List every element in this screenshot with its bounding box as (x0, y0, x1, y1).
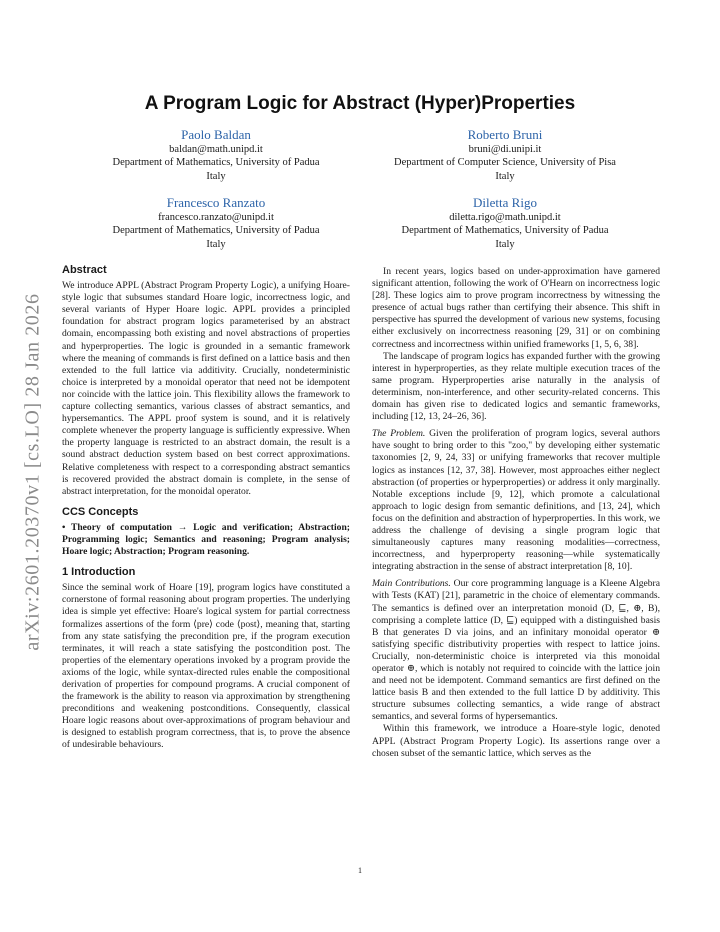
author-block (66, 195, 366, 251)
author-email: bruni@di.unipi.it (468, 144, 542, 155)
intro-text: Since the seminal work of Hoare [19], program logics have constituted a cornerstone of formal reasoning about program properties. The underlying idea is simple yet effective: Hoare's logical system for partial correctness formalizes assertions of the form ⟨pre⟩ code ⟨post⟩, meaning that, starting from any state satisfying the precondition pre, if the program execution terminates, it will reach a state satisfying the postcondition post. The properties of the elementary operations invoked by a program provide the axioms of the logic, while syntax-directed rules enable the compositional derivation of properties for compound programs. A crucial component of the framework is the ability to reason via approximation by strengthening preconditions and weakening postconditions. Consequently, classical Hoare logic reasons about over-approximations of program behaviour and is designed to establish program correctness, that is, to prove the absence of undesirable behaviours. (62, 582, 350, 751)
author-country: Italy (206, 238, 226, 250)
arxiv-stamp: arXiv:2601.20370v1 [cs.LO] 28 Jan 2026 (21, 293, 44, 651)
page-number: 1 (358, 866, 362, 875)
paragraph: In recent years, logics based on under-approximation have garnered significant attention, following the work of O'Hearn on incorrectness logic [28]. These logics aim to prove program incorrectness by witnessing the presence of actual bugs rather than certifying their absence. This shift in perspective has spurred the development of various new systems, focusing either exclusively on incorrectness reasoning [29, 31] or on combining correctness and incorrectness within unified frameworks [1, 5, 6, 38]. (372, 266, 660, 350)
author-affiliation: Department of Mathematics, University of Padua (112, 225, 320, 237)
abstract-text: We introduce APPL (Abstract Program Property Logic), a unifying Hoare-style logic that subsumes standard Hoare logic, incorrectness logic, and several variants of Hyper Hoare logic. APPL provides a principled foundation for abstract program logics parameterised by an abstract domain, encompassing both existing and novel abstractions of properties and hyperproperties. The logic is grounded in a semantic framework where the meaning of commands is first defined on a lattice basis and then extended to the full lattice via additivity. Crucially, nondeterministic choice is interpreted by a monoidal operator that need not be idempotent nor coincide with the lattice join. This flexibility allows the framework to capture collecting semantics, various classes of abstract semantics, and hypersemantics. The APPL proof system is sound, and it is relatively complete whenever the property language is sufficiently expressive. When the property language is restricted to an abstract domain, the result is a sound abstract deduction system based on best correct approximations. Relative completeness with respect to a corresponding abstract semantics is recovered provided the abstract domain is complete, in the sense of abstract interpretation, for the monoidal operator. (62, 280, 350, 497)
paragraph: Within this framework, we introduce a Hoare-style logic, denoted APPL (Abstract Program Property Logic). Its assertions range over a chosen subset of the semantic lattice, which serves as the (372, 723, 660, 759)
paragraph: The landscape of program logics has expanded further with the growing interest in hyperproperties, as they relate multiple execution traces of the same program. Hyperproperties arise naturally in the analysis of determinism, non-interference, and other security-related concerns. This domain has given rise to dedicated logics and semantic frameworks, including [12, 13, 24–26, 36]. (372, 350, 660, 423)
author-name: Francesco Ranzato (166, 195, 266, 210)
author-block (355, 195, 655, 251)
abstract-heading: Abstract (62, 264, 107, 276)
arxiv-sidebar (10, 262, 56, 682)
author-email: baldan@math.unipd.it (169, 144, 263, 155)
left-column (62, 264, 350, 752)
author-block (355, 127, 655, 183)
problem-text: Given the proliferation of program logics, several authors have sought to bring order to this "zoo," by developing either systematic taxonomies [2, 9, 24, 33] or unifying frameworks that recover multiple logics as instances [12, 37, 38]. However, most approaches either neglect abstraction (of properties or hyperproperties) or address it only marginally. Notable exceptions include [9, 12], which promote a calculational approach to logic design from semantic definitions, and [13, 24], which focus on the definition and abstraction of hyperproperties. In this work, we address the challenge of devising a single program logic that simultaneously captures many reasoning modalities—correctness, incorrectness, and hyperproperty reasoning—while systematically integrating abstraction in the sense of abstract interpretation [8, 10]. (372, 428, 661, 573)
author-email: diletta.rigo@math.unipd.it (449, 212, 561, 223)
paragraph (372, 428, 660, 573)
author-affiliation: Department of Computer Science, University of Pisa (394, 157, 616, 169)
author-country: Italy (495, 170, 515, 182)
author-email: francesco.ranzato@unipd.it (158, 212, 274, 223)
author-country: Italy (206, 170, 226, 182)
ccs-text: • Theory of computation → Logic and verification; Abstraction; Programming logic; Semantics and reasoning; Program analysis; Hoare logic; Abstraction; Program reasoning. (62, 521, 350, 558)
author-block (66, 127, 366, 183)
paper-title: A Program Logic for Abstract (Hyper)Properties (144, 93, 576, 114)
author-name: Roberto Bruni (467, 127, 543, 142)
problem-label: The Problem. (372, 428, 426, 440)
author-country: Italy (495, 238, 515, 250)
ccs-heading: CCS Concepts (62, 505, 139, 518)
author-name: Diletta Rigo (473, 195, 537, 210)
paragraph (372, 578, 660, 723)
intro-heading: 1 Introduction (62, 566, 136, 579)
contributions-label: Main Contributions. (372, 578, 451, 590)
author-affiliation: Department of Mathematics, University of Padua (401, 225, 609, 237)
right-column (372, 266, 660, 760)
author-name: Paolo Baldan (181, 127, 251, 142)
author-affiliation: Department of Mathematics, University of Padua (112, 157, 320, 169)
contributions-text: Our core programming language is a Kleene Algebra with Tests (KAT) [21], parametric in the choice of elementary commands. The semantics is defined over an interpretation monoid (D, ⊑, ⊕, B), comprising a complete lattice (D, ⊑) equipped with a distinguished basis B that generates D via joins, and an infinitary monoidal operator ⊕ satisfying specific distributivity properties with respect to lattice joins. Crucially, non-deterministic choice is interpreted via this monoidal operator ⊕, which is notably not required to coincide with the lattice join and need not be idempotent. Command semantics are first defined on the lattice basis B and then extended to the full lattice D by additivity. This structure subsumes collecting semantics, a wide range of abstract semantics, and several forms of hypersemantics. (372, 578, 661, 723)
